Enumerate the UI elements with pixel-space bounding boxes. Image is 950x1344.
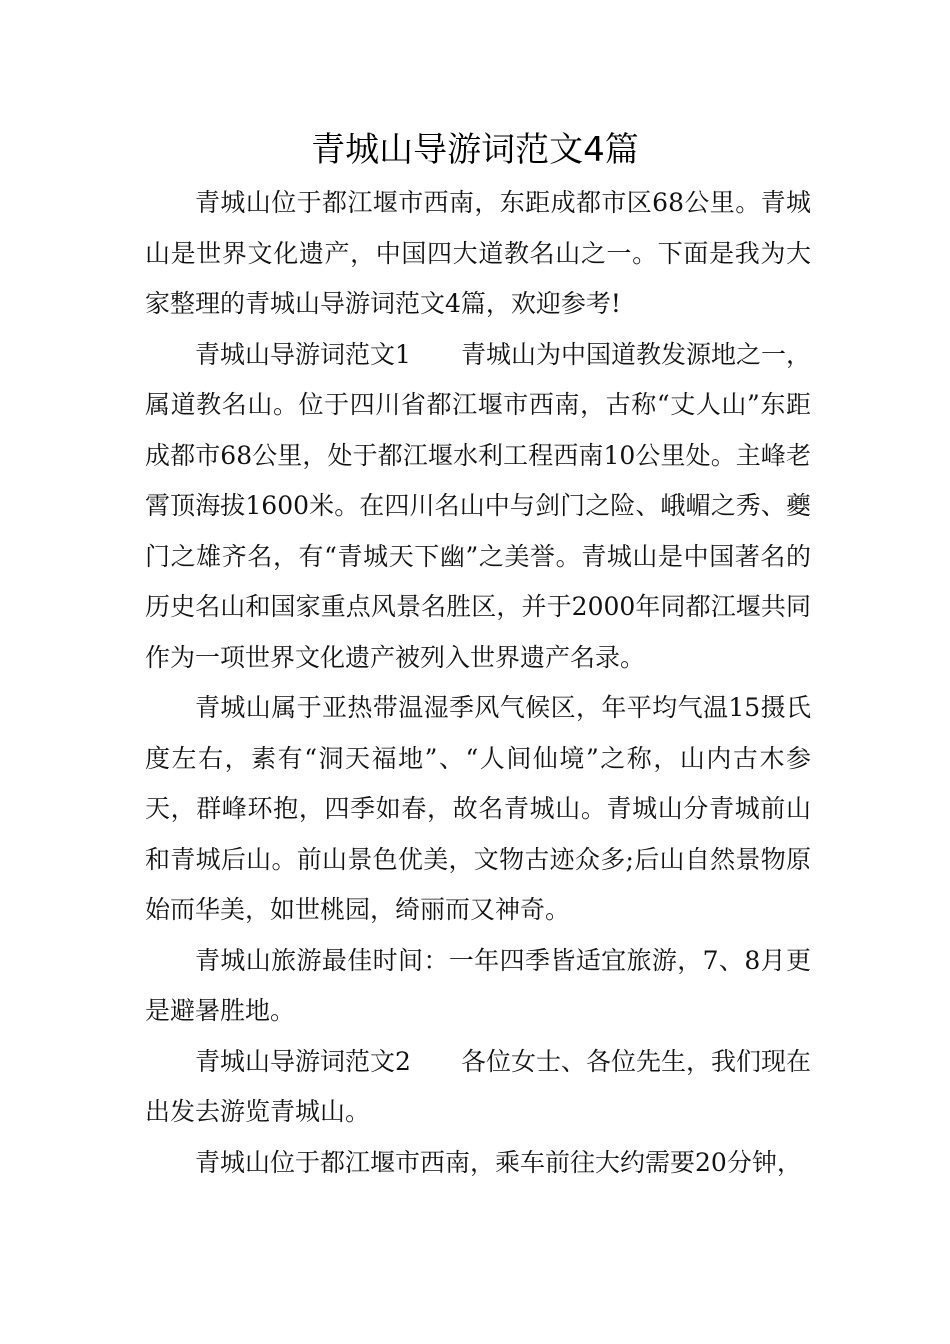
- sample-1-lead-text: 青城山为中国道教发源地之一，属道教名山。位于四川省都江堰市西南，古称“丈人山”东距成都市68公里，处于都江堰水利工程西南10公里处。主峰老霄顶海拔1600米。在四川名山中与剑门之险、峨嵋之秀、夔门之雄齐名，有“青城天下幽”之美誉。青城山是中国著名的历史名山和国家重点风景名胜区，并于2000年同都江堰共同作为一项世界文化遗产被列入世界遗产名录。: [145, 339, 811, 672]
- sample-1-best-time-paragraph: 青城山旅游最佳时间：一年四季皆适宜旅游，7、8月更是避暑胜地。: [145, 945, 811, 1025]
- sample-1-heading: 青城山导游词范文1: [195, 339, 411, 369]
- sample-2-heading: 青城山导游词范文2: [195, 1046, 411, 1076]
- sample-2-location-paragraph: 青城山位于都江堰市西南，乘车前往大约需要20分钟，: [195, 1147, 802, 1177]
- sample-2-paragraph: [145, 1037, 811, 1138]
- document-title: 青城山导游词范文4篇: [311, 130, 639, 170]
- sample-1-paragraph: [145, 330, 811, 684]
- intro-paragraph: 青城山位于都江堰市西南，东距成都市区68公里。青城山是世界文化遗产，中国四大道教名山之一。下面是我为大家整理的青城山导游词范文4篇，欢迎参考!: [145, 188, 811, 318]
- document-body: [145, 178, 811, 1188]
- sample-1-climate-paragraph: 青城山属于亚热带温湿季风气候区，年平均气温15摄氏度左右，素有“洞天福地”、“人间仙境”之称，山内古木参天，群峰环抱，四季如春，故名青城山。青城山分青城前山和青城后山。前山景色优美，文物古迹众多;后山自然景物原始而华美，如世桃园，绮丽而又神奇。: [145, 693, 811, 924]
- sample-2-lead-text: 各位女士、各位先生，我们现在出发去游览青城山。: [145, 1046, 811, 1126]
